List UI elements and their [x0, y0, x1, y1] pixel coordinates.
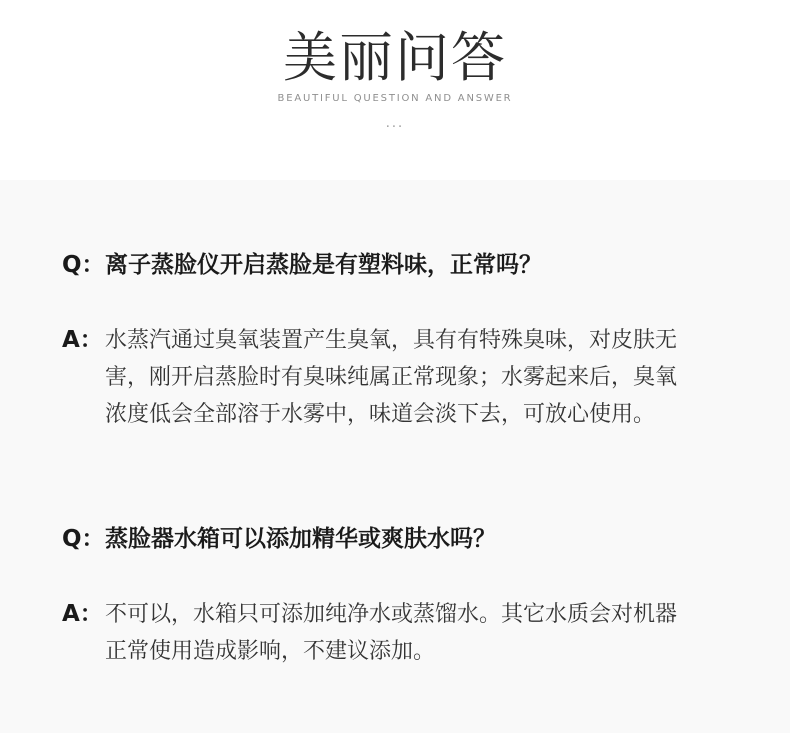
- question-label: Q：: [62, 252, 105, 278]
- question-text-2: 蒸脸器水箱可以添加精华或爽肤水吗？: [105, 526, 496, 552]
- answer-line: 水蒸汽通过臭氧装置产生臭氧，具有有特殊臭味，对皮肤无: [105, 328, 678, 353]
- answer-label: A：: [62, 327, 103, 353]
- question-text-1: 离子蒸脸仪开启蒸脸是有塑料味，正常吗？: [105, 252, 542, 278]
- answer-text-2: [105, 596, 677, 670]
- answer-line: 不可以，水箱只可添加纯净水或蒸馏水。其它水质会对机器: [105, 602, 678, 627]
- question-row-1: [62, 249, 728, 281]
- qa-item-1: [62, 249, 728, 433]
- page-title: 美丽问答: [283, 26, 507, 89]
- qa-item-2: [62, 523, 728, 670]
- question-row-2: [62, 523, 728, 555]
- header: [0, 0, 790, 180]
- qa-section: [0, 180, 790, 733]
- answer-line: 害，刚开启蒸脸时有臭味纯属正常现象；水雾起来后，臭氧: [105, 365, 678, 390]
- question-label: Q：: [62, 526, 105, 552]
- divider-dots: ...: [385, 116, 405, 131]
- answer-row-1: [62, 322, 728, 433]
- answer-row-2: [62, 596, 728, 670]
- answer-label: A：: [62, 601, 103, 627]
- answer-text-1: [105, 322, 677, 433]
- answer-line: 正常使用造成影响，不建议添加。: [105, 639, 436, 664]
- page-subtitle: BEAUTIFUL QUESTION AND ANSWER: [277, 93, 513, 104]
- answer-line: 浓度低会全部溶于水雾中，味道会淡下去，可放心使用。: [105, 402, 656, 427]
